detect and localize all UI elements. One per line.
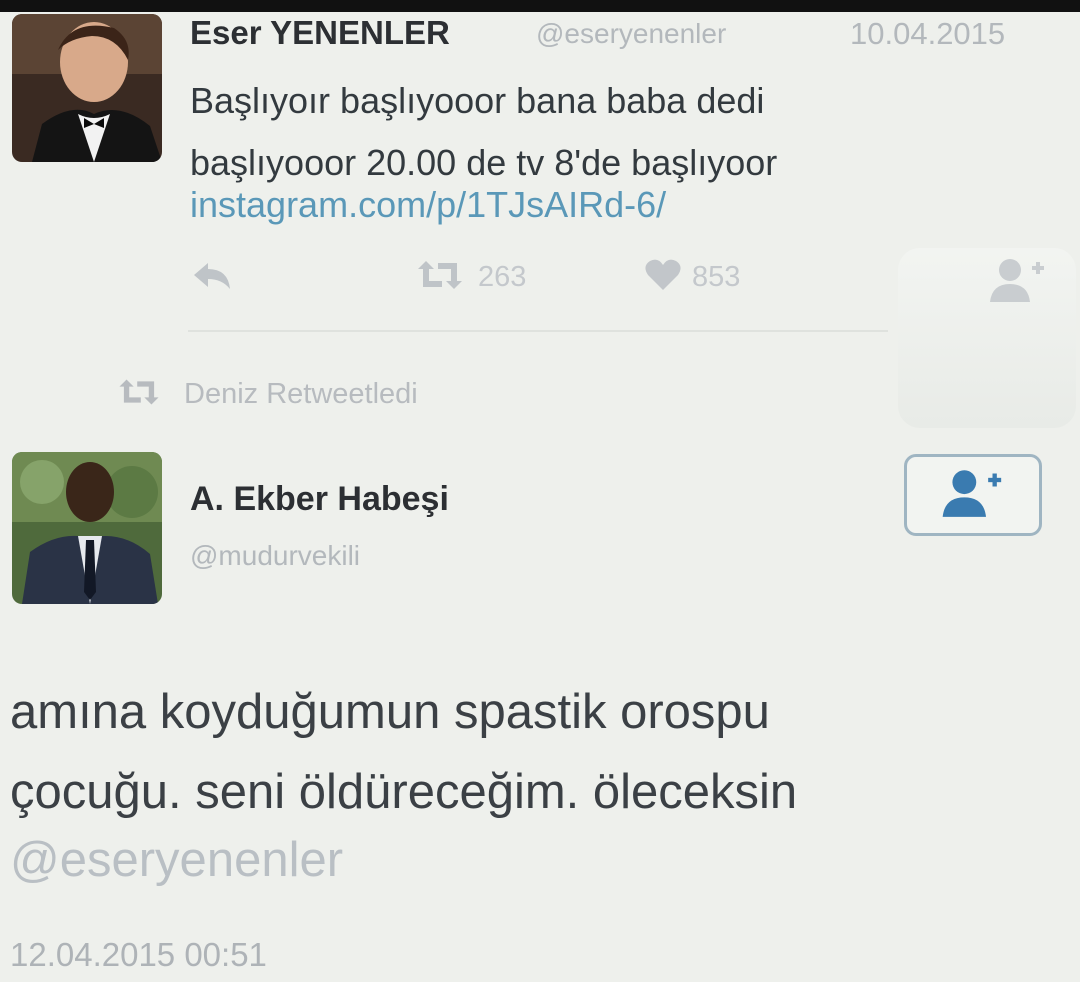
tweet-divider	[188, 330, 888, 332]
tweet1-text	[190, 70, 1050, 194]
follow-user-icon	[940, 467, 1006, 524]
like-count: 853	[692, 260, 741, 293]
avatar-eser-yenenler[interactable]	[12, 14, 162, 162]
tweet1-author-handle[interactable]: @eseryenenler	[536, 18, 727, 49]
avatar-ekber-habesi[interactable]	[12, 452, 162, 604]
tweet2-mention[interactable]: @eseryenenler	[10, 833, 344, 887]
tweet-screen	[0, 12, 1080, 982]
tweet1-header	[190, 14, 1070, 54]
tweet1-text-line: başlıyooor 20.00 de tv 8'de başlıyoor	[190, 142, 778, 183]
tweet2-text	[10, 672, 1070, 832]
like-button[interactable]	[644, 252, 740, 302]
tweet1-text-line: Başlıyoır başlıyooor bana baba dedi	[190, 80, 765, 121]
heart-icon	[644, 258, 682, 297]
follow-user-icon	[988, 256, 1048, 309]
retweet-button[interactable]	[412, 252, 526, 302]
reply-icon	[190, 257, 234, 298]
retweet-icon	[114, 376, 164, 413]
tweet1-date[interactable]: 10.04.2015	[850, 16, 1006, 51]
tweet1-author-name[interactable]: Eser YENENLER	[190, 14, 450, 51]
retweet-notice-label: Deniz Retweetledi	[184, 377, 418, 410]
retweet-count: 263	[478, 260, 527, 293]
tweet2-text-line: amına koyduğumun spastik orospu	[10, 685, 770, 739]
retweet-icon	[412, 257, 468, 298]
follow-button-faded[interactable]	[898, 248, 1076, 428]
retweet-notice[interactable]	[114, 372, 418, 416]
follow-button[interactable]	[904, 454, 1042, 536]
tweet1-link[interactable]: instagram.com/p/1TJsAIRd-6/	[190, 184, 667, 225]
tweet2-text-line: çocuğu. seni öldüreceğim. öleceksin	[10, 765, 798, 819]
tweet2-author-handle[interactable]: @mudurvekili	[190, 540, 361, 571]
tweet2-timestamp: 12.04.2015 00:51	[10, 936, 267, 973]
reply-button[interactable]	[190, 252, 234, 302]
tweet2-author-name[interactable]: A. Ekber Habeşi	[190, 480, 449, 518]
top-bezel	[0, 0, 1080, 12]
